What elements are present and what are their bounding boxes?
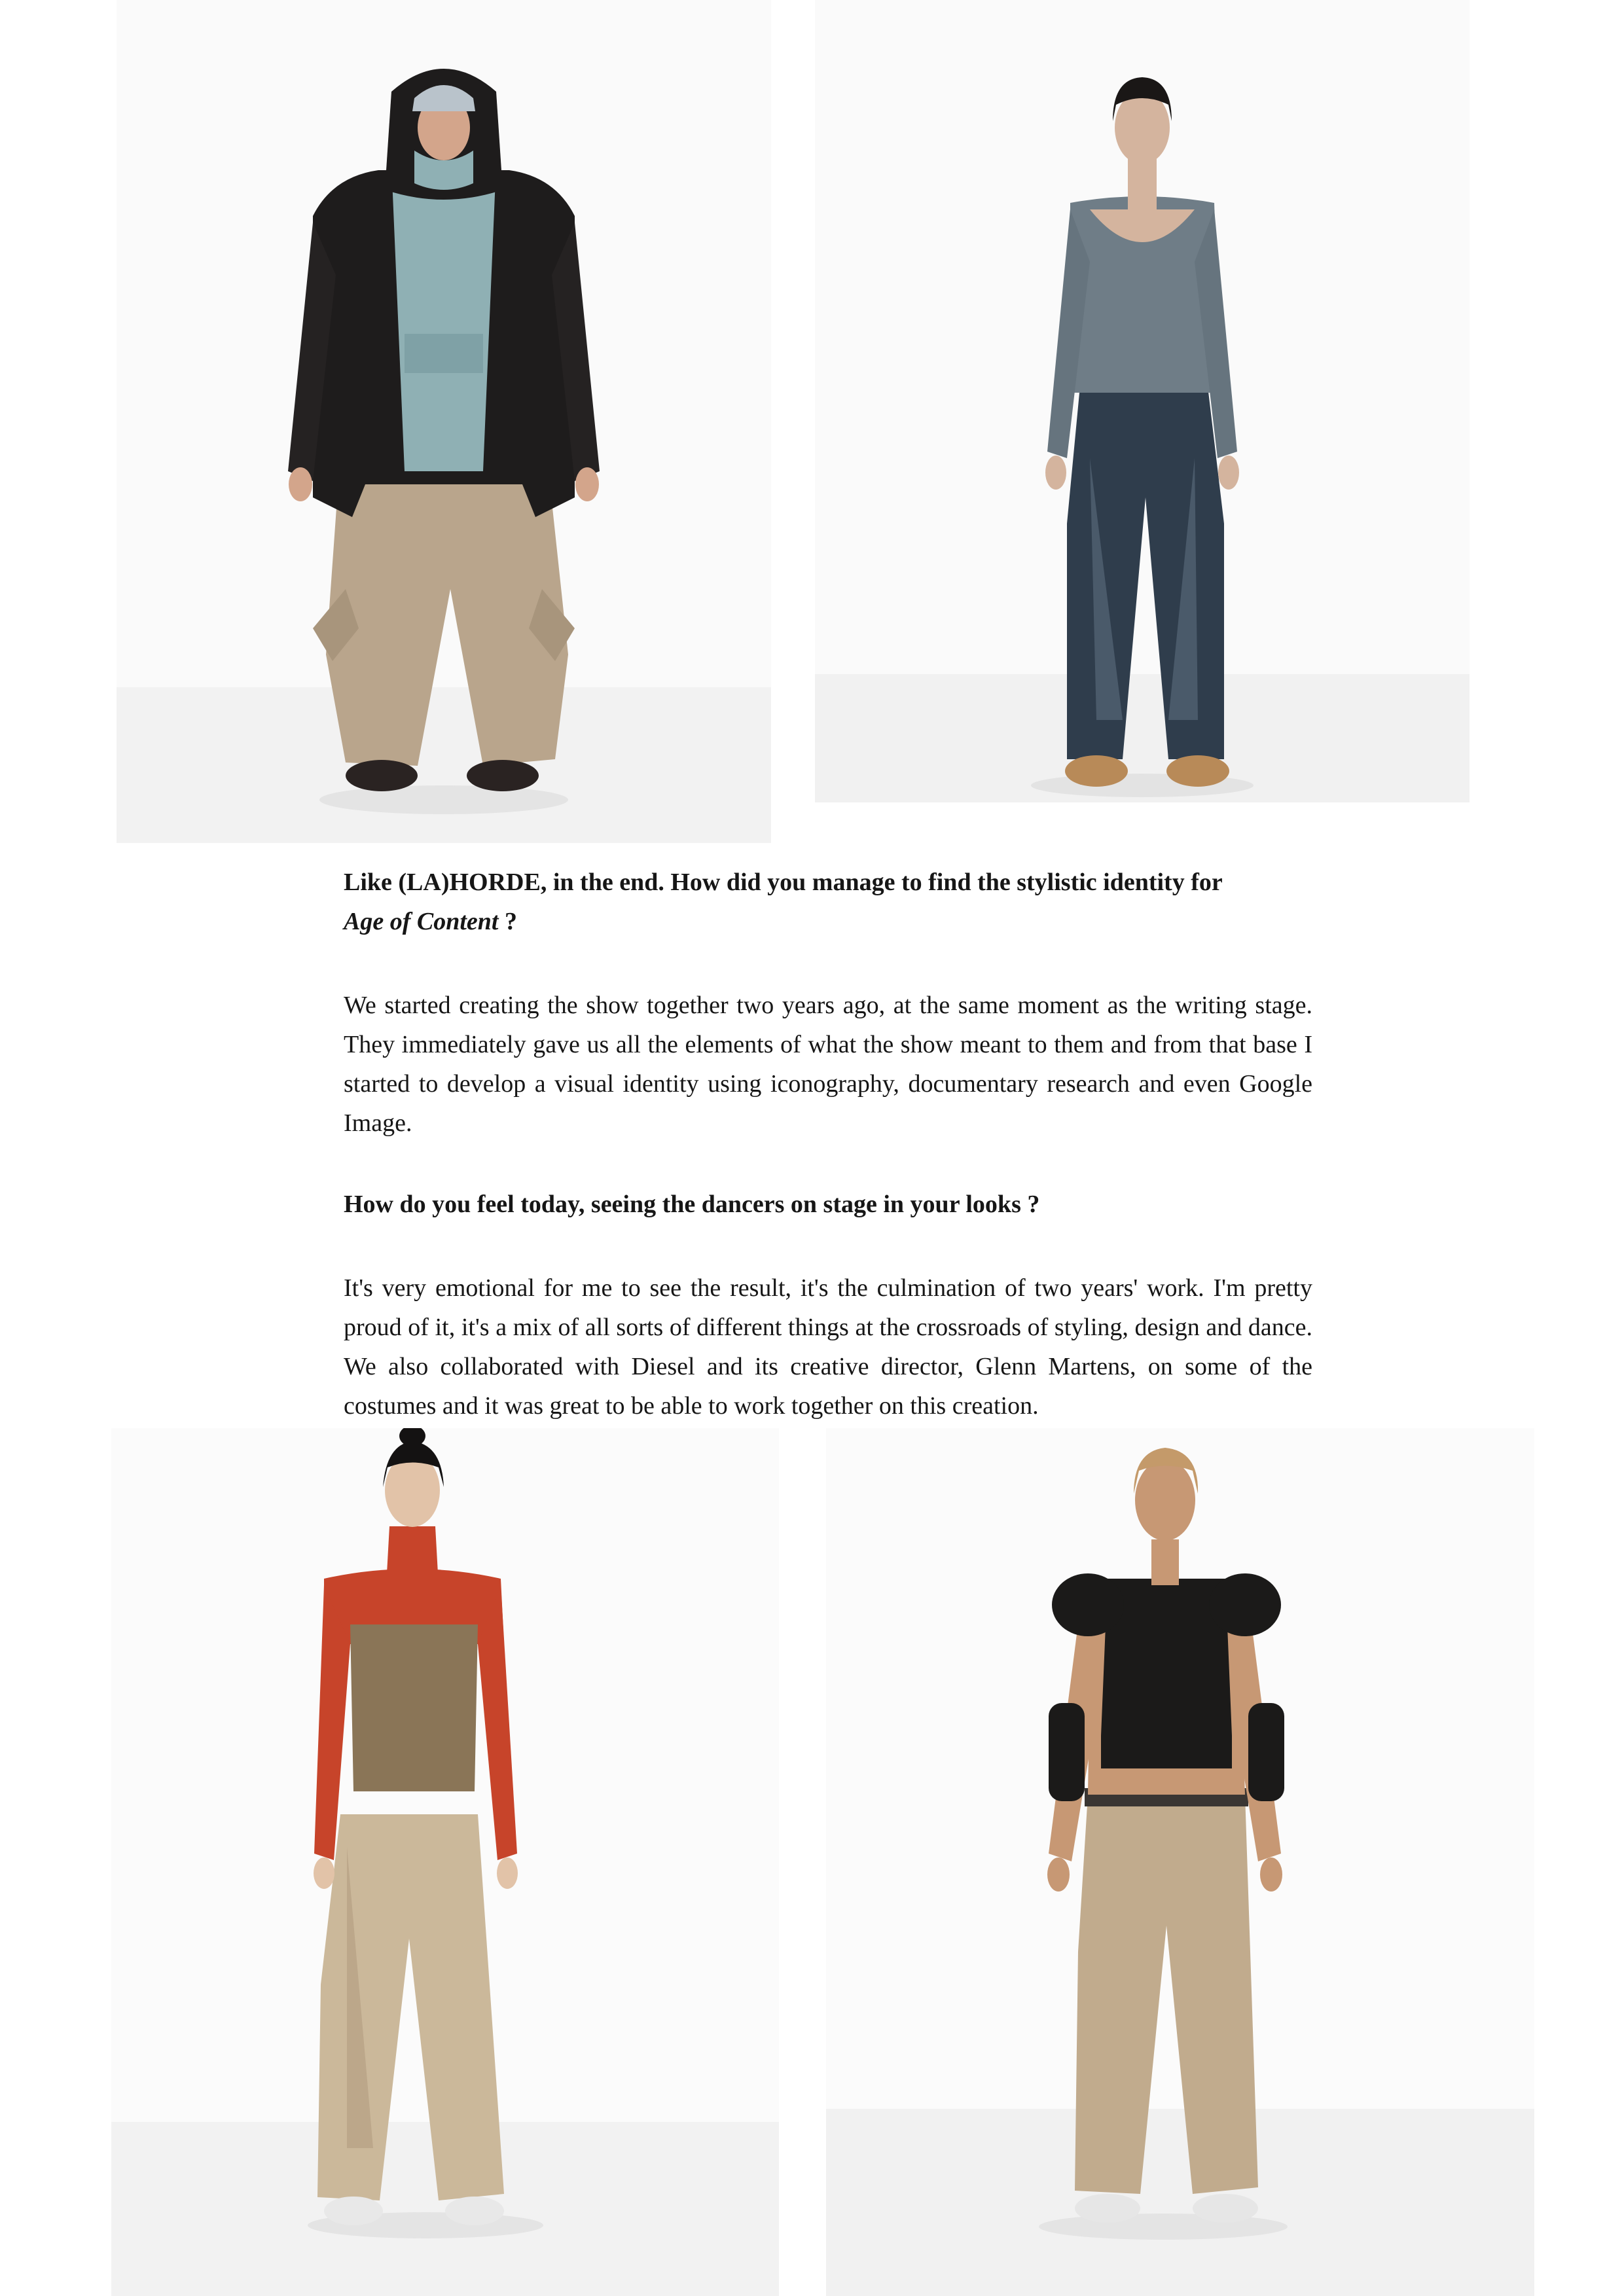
model-photo-body-armour — [826, 1428, 1534, 2296]
model-photo-grey-top — [815, 0, 1470, 802]
show-title: Age of Content — [344, 908, 499, 935]
interview-question-2: How do you feel today, seeing the dancers on stage in your looks ? — [344, 1191, 1040, 1218]
interview-question-1 — [344, 863, 1312, 941]
model-photo-red-knit — [111, 1428, 779, 2296]
model-photo-hoodie — [117, 0, 771, 843]
interview-answer-1: We started creating the show together two years ago, at the same moment as the writing stage. They immediately gave us all the elements of what the show meant to them and from that base I started to develop a visual identity using iconography, documentary research and even Google Image. — [344, 992, 1312, 1137]
question-1-end: ? — [504, 908, 517, 935]
question-1-text: Like (LA)HORDE, in the end. How did you manage to find the stylistic identity for — [344, 869, 1223, 896]
interview-answer-2: It's very emotional for me to see the result, it's the culmination of two years' work. I'm pretty proud of it, it's a mix of all sorts of different things at the crossroads of styling, design and dance. We also collaborated with Diesel and its creative director, Glenn Martens, on some of the costumes and it was great to be able to work together on this creation. — [344, 1274, 1312, 1420]
